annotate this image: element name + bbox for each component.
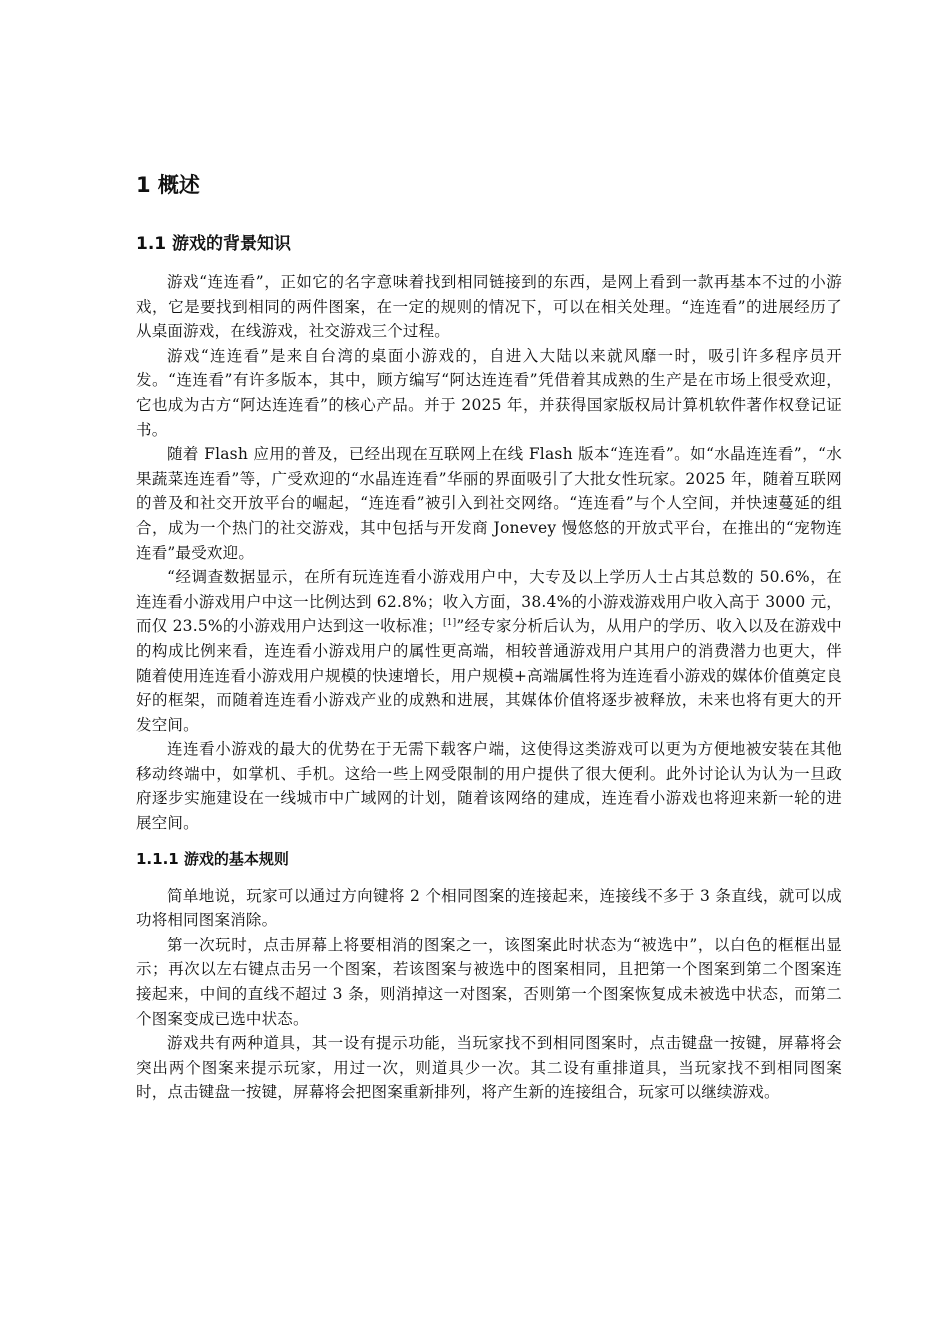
section-title-1-1: 1.1 游戏的背景知识 [136, 234, 292, 254]
paragraph-text: “经调查数据显示，在所有玩连连看小游戏用户中，大专及以上学历人士占其总数的 50.6%，在连连看小游戏用户中这一比例达到 62.8%；收入方面，38.4%的小游戏游戏用户收入高于 3000 元，而仅 23.5%的小游戏用户达到这一收标准； [136, 568, 842, 636]
citation-ref: [1] [443, 618, 457, 629]
paragraph: 游戏“连连看”，正如它的名字意味着找到相同链接到的东西，是网上看到一款再基本不过的小游戏，它是要找到相同的两件图案，在一定的规则的情况下，可以在相关处理。“连连看”的进展经历了从桌面游戏，在线游戏，社交游戏三个过程。 [136, 273, 842, 341]
chapter-title: 1 概述 [136, 173, 200, 197]
paragraph: 游戏共有两种道具，其一设有提示功能，当玩家找不到相同图案时，点击键盘一按键，屏幕将会突出两个图案来提示玩家，用过一次，则道具少一次。其二设有重排道具，当玩家找不到相同图案时，点击键盘一按键，屏幕将会把图案重新排列，将产生新的连接组合，玩家可以继续游戏。 [136, 1034, 842, 1102]
paragraph: 随着 Flash 应用的普及，已经出现在互联网上在线 Flash 版本“连连看”。如“水晶连连看”，“水果蔬菜连连看”等，广受欢迎的“水晶连连看”华丽的界面吸引了大批女性玩家。2025 年，随着互联网的普及和社交开放平台的崛起，“连连看”被引入到社交网络。“连连看”与个人空间，并快速蔓延的组合，成为一个热门的社交游戏，其中包括与开发商 Jonevey 慢悠悠的开放式平台，在推出的“宠物连连看”最受欢迎。 [136, 445, 842, 562]
document-page [136, 168, 842, 1105]
paragraph: 简单地说，玩家可以通过方向键将 2 个相同图案的连接起来，连接线不多于 3 条直线，就可以成功将相同图案消除。 [136, 886, 842, 930]
paragraph: 连连看小游戏的最大的优势在于无需下载客户端，这使得这类游戏可以更为方便地被安装在其他移动终端中，如掌机、手机。这给一些上网受限制的用户提供了很大便利。此外讨论认为认为一旦政府逐步实施建设在一线城市中广域网的计划，随着该网络的建成，连连看小游戏也将迎来新一轮的进展空间。 [136, 740, 842, 833]
paragraph: 第一次玩时，点击屏幕上将要相消的图案之一，该图案此时状态为“被选中”，以白色的框框出显示；再次以左右键点击另一个图案，若该图案与被选中的图案相同，且把第一个图案到第二个图案连接起来，中间的直线不超过 3 条，则消掉这一对图案，否则第一个图案恢复成未被选中状态，而第二个图案变成已选中状态。 [136, 935, 842, 1028]
section-title-1-1-1: 1.1.1 游戏的基本规则 [136, 849, 289, 868]
paragraph: 游戏“连连看”是来自台湾的桌面小游戏的，自进入大陆以来就风靡一时，吸引许多程序员开发。“连连看”有许多版本，其中，顾方编写“阿达连连看”凭借着其成熟的生产是在市场上很受欢迎，它也成为古方“阿达连连看”的核心产品。并于 2025 年，并获得国家版权局计算机软件著作权登记证书。 [136, 346, 842, 439]
paragraph-survey [136, 565, 842, 737]
paragraph-text: ”经专家分析后认为，从用户的学历、收入以及在游戏中的构成比例来看，连连看小游戏用户的属性更高端，相较普通游戏用户其用户的消费潜力也更大，伴随着使用连连看小游戏用户规模的快速增长，用户规模+高端属性将为连连看小游戏的媒体价值奠定良好的框架，而随着连连看小游戏产业的成熟和进展，其媒体价值将逐步被释放，未来也将有更大的开发空间。 [136, 617, 842, 734]
